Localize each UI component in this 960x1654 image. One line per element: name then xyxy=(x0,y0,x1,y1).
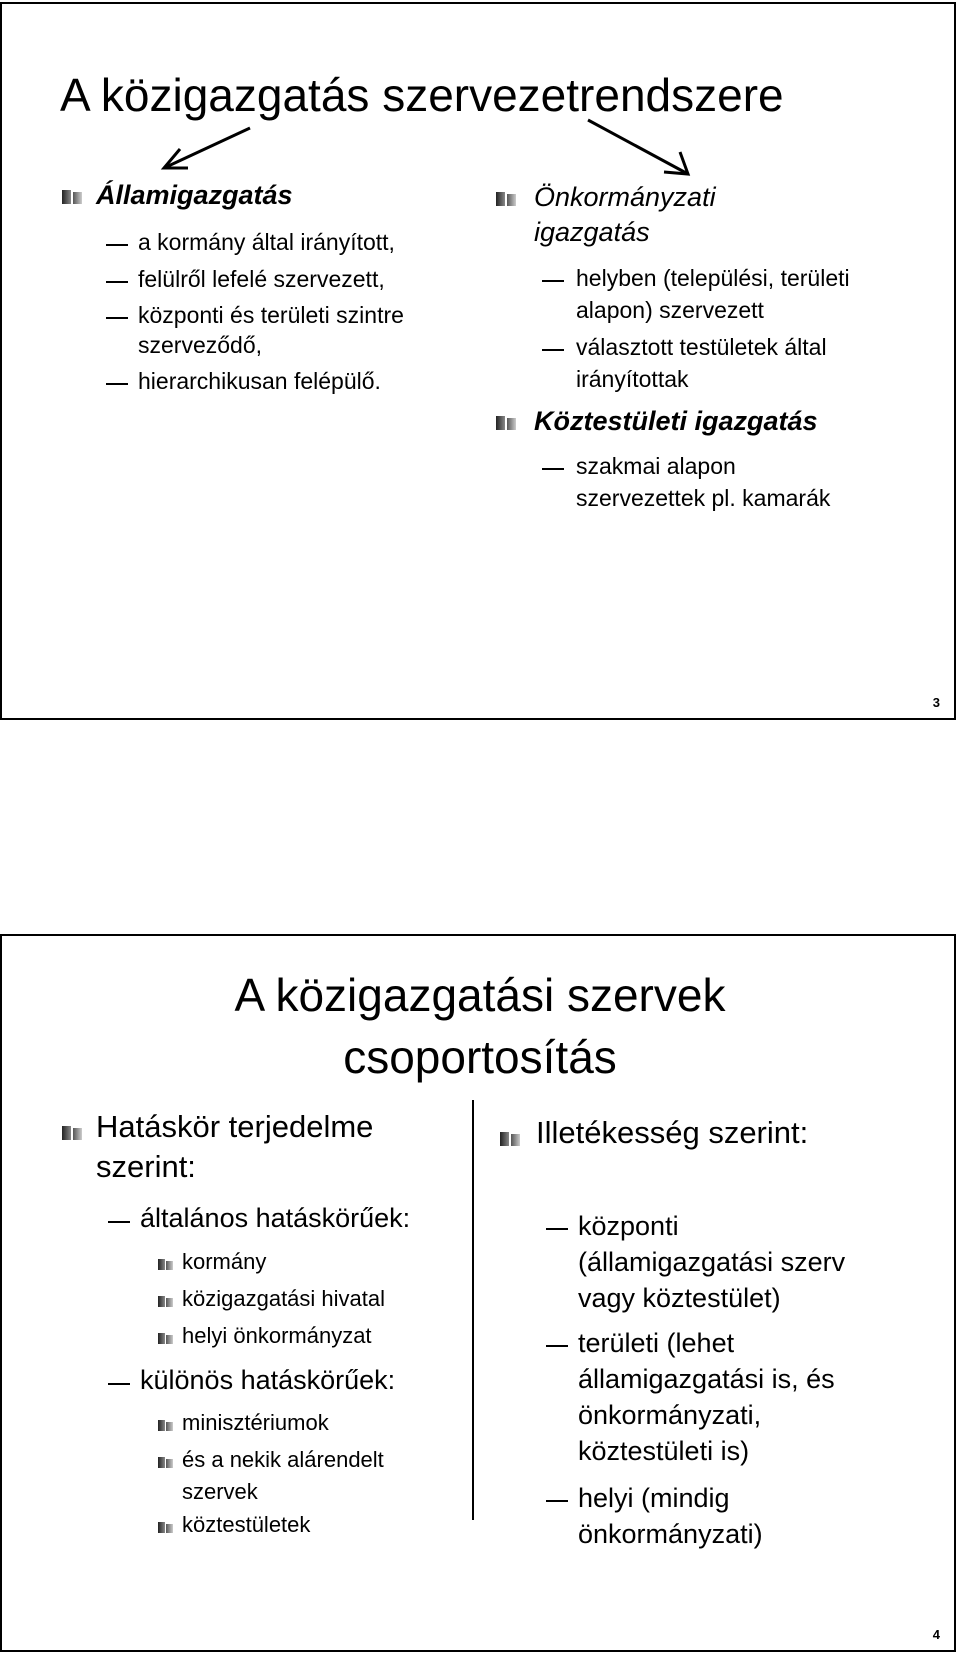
dash-icon xyxy=(108,1221,130,1223)
list-item: hierarchikusan felépülő. xyxy=(138,368,381,394)
dash-icon xyxy=(106,383,128,385)
list-item: köztestületi is) xyxy=(578,1436,750,1466)
heading-koztestuleti: Köztestületi igazgatás xyxy=(534,406,818,436)
list-item: felülről lefelé szervezett, xyxy=(138,266,385,292)
dash-icon xyxy=(108,1383,130,1385)
list-item: szakmai alapon xyxy=(576,453,736,479)
slide-title xyxy=(2,964,958,1088)
list-item: helyi (mindig xyxy=(578,1483,730,1513)
bullet-icon xyxy=(62,188,84,204)
sub-item: minisztériumok xyxy=(182,1410,329,1435)
heading-illetekesseg: Illetékesség szerint: xyxy=(536,1115,809,1150)
heading-hataskor: Hatáskör terjedelme xyxy=(96,1109,374,1144)
sub-item: közigazgatási hivatal xyxy=(182,1286,386,1311)
heading-allamigazgatas: Államigazgatás xyxy=(96,180,293,210)
slide-title-line1: A közigazgatási szervek xyxy=(234,969,726,1021)
arrows-graphic xyxy=(2,4,958,204)
group-label: általános hatáskörűek: xyxy=(140,1203,411,1233)
list-item: önkormányzati) xyxy=(578,1519,763,1549)
dash-icon xyxy=(106,244,128,246)
list-item: irányítottak xyxy=(576,366,689,392)
dash-icon xyxy=(542,468,564,470)
slide-title-line2: csoportosítás xyxy=(343,1031,617,1083)
list-item: államigazgatási is, és xyxy=(578,1364,835,1394)
dash-icon xyxy=(542,280,564,282)
sub-bullet-icon xyxy=(158,1258,174,1270)
list-item: vagy köztestület) xyxy=(578,1283,781,1313)
list-item: helyben (települési, területi xyxy=(576,265,850,291)
dash-icon xyxy=(106,281,128,283)
sub-item: szervek xyxy=(182,1479,258,1504)
list-item: központi xyxy=(578,1211,679,1241)
right-arrow-line xyxy=(588,120,688,174)
bullet-icon xyxy=(496,190,518,206)
list-item: szervezettek pl. kamarák xyxy=(576,485,831,511)
heading-onkormanyzati: Önkormányzati xyxy=(534,182,716,212)
sub-bullet-icon xyxy=(158,1521,174,1533)
sub-item: köztestületek xyxy=(182,1512,311,1537)
dash-icon xyxy=(542,349,564,351)
list-item: alapon) szervezett xyxy=(576,297,764,323)
bullet-icon xyxy=(500,1130,522,1146)
slide-4 xyxy=(0,934,956,1652)
slide-3 xyxy=(0,2,956,720)
list-item: a kormány által irányított, xyxy=(138,229,395,255)
list-item: területi (lehet xyxy=(578,1328,735,1358)
sub-item: és a nekik alárendelt xyxy=(182,1447,384,1472)
page-number: 4 xyxy=(932,1627,940,1642)
slide-title: A közigazgatás szervezetrendszere xyxy=(60,69,784,121)
heading-onkormanyzati-2: igazgatás xyxy=(534,217,650,247)
dash-icon xyxy=(106,317,128,319)
group-label: különös hatáskörűek: xyxy=(140,1365,396,1395)
dash-icon xyxy=(546,1228,568,1230)
left-arrow-line xyxy=(164,128,250,168)
sub-bullet-icon xyxy=(158,1456,174,1468)
page-number: 3 xyxy=(932,695,940,710)
list-item: önkormányzati, xyxy=(578,1400,762,1430)
list-item: központi és területi szintre xyxy=(138,302,404,328)
list-item: (államigazgatási szerv xyxy=(578,1247,846,1277)
dash-icon xyxy=(546,1500,568,1502)
sub-bullet-icon xyxy=(158,1295,174,1307)
list-item: szerveződő, xyxy=(138,332,263,358)
sub-bullet-icon xyxy=(158,1332,174,1344)
column-divider xyxy=(472,1100,474,1520)
dash-icon xyxy=(546,1345,568,1347)
sub-item: helyi önkormányzat xyxy=(182,1323,372,1348)
bullet-icon xyxy=(496,414,518,430)
sub-item: kormány xyxy=(182,1249,267,1274)
bullet-icon xyxy=(62,1124,84,1140)
sub-bullet-icon xyxy=(158,1419,174,1431)
list-item: választott testületek által xyxy=(576,334,827,360)
heading-hataskor-2: szerint: xyxy=(96,1149,196,1184)
